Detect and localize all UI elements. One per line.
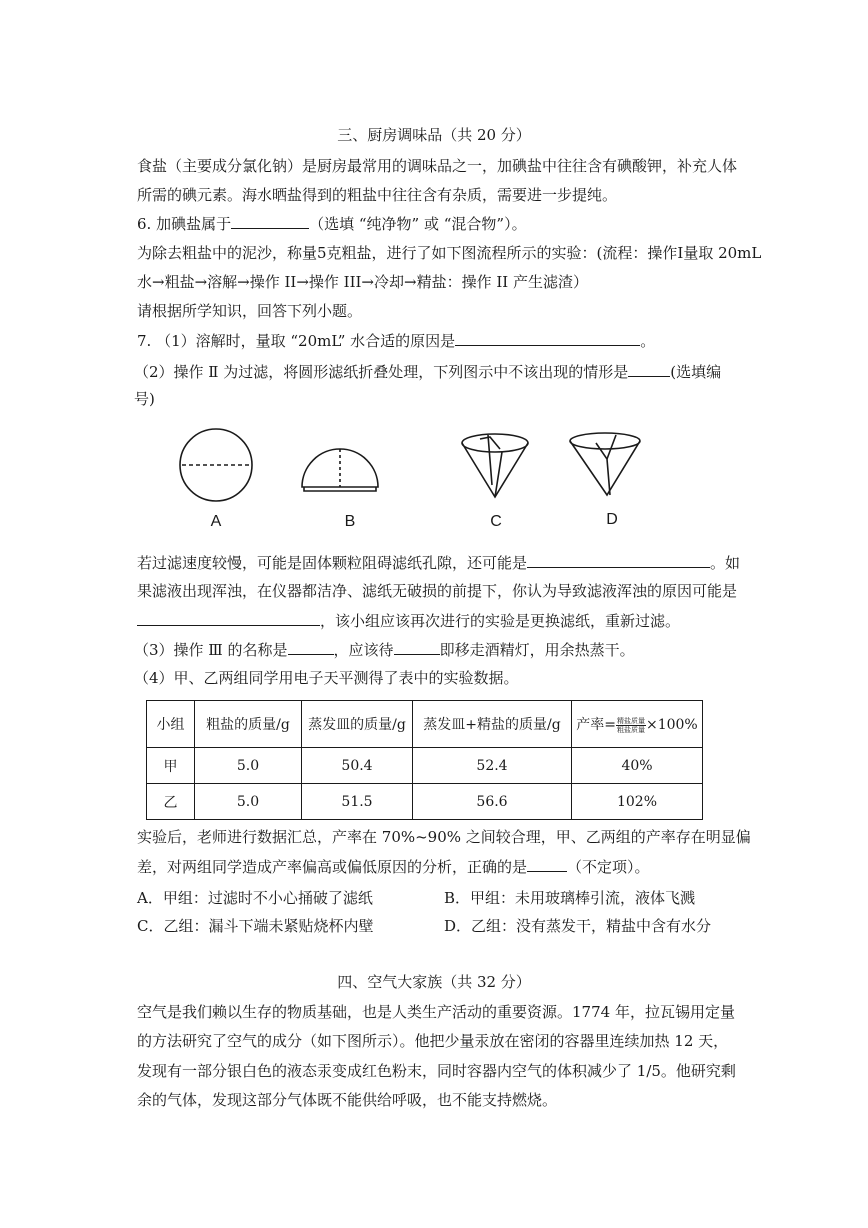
analysis-tail: （不定项）。 [567,858,650,876]
yield-suffix: ×100% [645,717,698,733]
table-cell-group: 甲 [147,748,195,784]
figure-c-cone [462,434,528,497]
option-d: D．乙组：没有蒸发干，精盐中含有水分 [444,917,712,935]
answer-blank-slow[interactable] [527,552,710,568]
table-cell: 51.5 [302,784,413,820]
question-7-1-stem: 7. （1）溶解时，量取 “20mL” 水合适的原因是 [137,332,456,350]
intro-line-1: 食盐（主要成分氯化钠）是厨房最常用的调味品之一，加碘盐中往往含有碘酸钾，补充人体 [137,157,738,175]
figure-label-a: A [210,513,222,530]
figure-label-c: C [490,513,502,530]
filter-slow-stem: 若过滤速度较慢，可能是固体颗粒阻碍滤纸孔隙，还可能是 [137,554,528,572]
yield-denominator: 粗盐质量 [616,725,645,734]
question-6-tail: （选填 “纯净物” 或 “混合物”）。 [309,215,527,233]
figure-b-semicircle [302,449,378,491]
yield-prefix: 产率= [576,717,616,733]
answer-blank-q6[interactable] [231,213,309,229]
figure-a-circle [180,429,252,501]
question-6-stem: 6. 加碘盐属于 [137,215,232,233]
intro-line-2: 所需的碘元素。海水晒盐得到的粗盐中往往含有杂质，需要进一步提纯。 [137,186,618,204]
section-4-line-1: 空气是我们赖以生存的物质基础，也是人类生产活动的重要资源。1774 年，拉瓦锡用定量 [137,1003,735,1021]
table-row [147,784,703,820]
yield-numerator: 精盐质量 [616,716,645,725]
filter-slow-tail: 。如 [710,554,741,572]
answer-blank-q7-3-name[interactable] [288,639,334,655]
question-7-2-continued: 号) [134,390,155,408]
answer-blank-q7-1[interactable] [455,330,640,346]
filter-paper-figures [170,425,690,505]
analysis-line-1: 实验后，老师进行数据汇总，产率在 70%~90% 之间较合理，甲、乙两组的产率存在明显偏 [137,828,751,846]
table-cell: 5.0 [195,784,302,820]
filter-slow-question [137,552,740,574]
answer-blank-analysis[interactable] [527,856,567,872]
analysis-line-2 [137,856,650,878]
answer-blank-turbid[interactable] [137,610,320,626]
question-7-4: （4）甲、乙两组同学用电子天平测得了表中的实验数据。 [134,669,519,687]
option-b: B．甲组：未用玻璃棒引流，液体飞溅 [444,889,696,907]
table-cell-group: 乙 [147,784,195,820]
experiment-line-2: 水→粗盐→溶解→操作 II→操作 III→冷却→精盐：操作 II 产生滤渣） [137,273,588,291]
experiment-data-table [146,700,703,820]
section-4-line-4: 余的气体，发现这部分气体既不能供给呼吸，也不能支持燃烧。 [137,1091,558,1109]
table-cell: 56.6 [413,784,572,820]
table-header-yield [572,701,703,748]
figure-label-b: B [344,513,356,530]
section-4-line-3: 发现有一部分银白色的液态汞变成红色粉末，同时容器内空气的体积减少了 1/5。他研究剩 [137,1062,736,1080]
table-row [147,748,703,784]
table-header-cell: 蒸发皿的质量/g [302,701,413,748]
answer-blank-q7-2[interactable] [628,361,670,377]
table-cell: 5.0 [195,748,302,784]
yield-fraction [616,717,646,734]
analysis-stem: 差，对两组同学造成产率偏高或偏低原因的分析，正确的是 [137,858,528,876]
question-6 [137,213,527,235]
question-7-3-mid: ，应该待 [333,641,394,659]
table-header-cell: 蒸发皿+精盐的质量/g [413,701,572,748]
experiment-line-1: 为除去粗盐中的泥沙，称量5克粗盐，进行了如下图流程所示的实验：(流程：操作Ⅰ量取 20mL [137,244,762,262]
question-7-2 [134,361,721,383]
section-4-title: 四、空气大家族（共 32 分） [337,973,531,991]
question-7-3-tail: 即移走酒精灯，用余热蒸干。 [439,641,635,659]
table-header-cell: 小组 [147,701,195,748]
option-c: C．乙组：漏斗下端未紧贴烧杯内壁 [137,917,374,935]
table-header-cell: 粗盐的质量/g [195,701,302,748]
figure-label-d: D [606,511,618,528]
turbid-line-2-text: ，该小组应该再次进行的实验是更换滤纸，重新过滤。 [320,612,681,630]
question-7-1 [137,330,655,352]
question-7-3 [134,639,635,661]
table-cell: 52.4 [413,748,572,784]
question-7-2-tail: (选填编 [670,363,722,381]
table-cell: 40% [572,748,703,784]
figure-d-cone [570,433,640,495]
experiment-line-3: 请根据所学知识，回答下列小题。 [137,302,363,320]
table-header-row [147,701,703,748]
table-cell: 102% [572,784,703,820]
section-3-title: 三、厨房调味品（共 20 分） [337,126,531,144]
option-a: A．甲组：过滤时不小心捅破了滤纸 [137,889,373,907]
turbid-line-1: 果滤液出现浑浊，在仪器都洁净、滤纸无破损的前提下，你认为导致滤液浑浊的原因可能是 [137,582,738,600]
answer-blank-q7-3-time[interactable] [394,639,440,655]
question-7-1-tail: 。 [640,332,656,350]
table-cell: 50.4 [302,748,413,784]
section-4-line-2: 的方法研究了空气的成分（如下图所示）。他把少量汞放在密闭的容器里连续加热 12 天， [137,1032,729,1050]
question-7-2-stem: （2）操作 Ⅱ 为过滤，将圆形滤纸折叠处理，下列图示中不该出现的情形是 [134,363,629,381]
question-7-3-stem: （3）操作 Ⅲ 的名称是 [134,641,288,659]
turbid-line-2 [137,610,680,632]
